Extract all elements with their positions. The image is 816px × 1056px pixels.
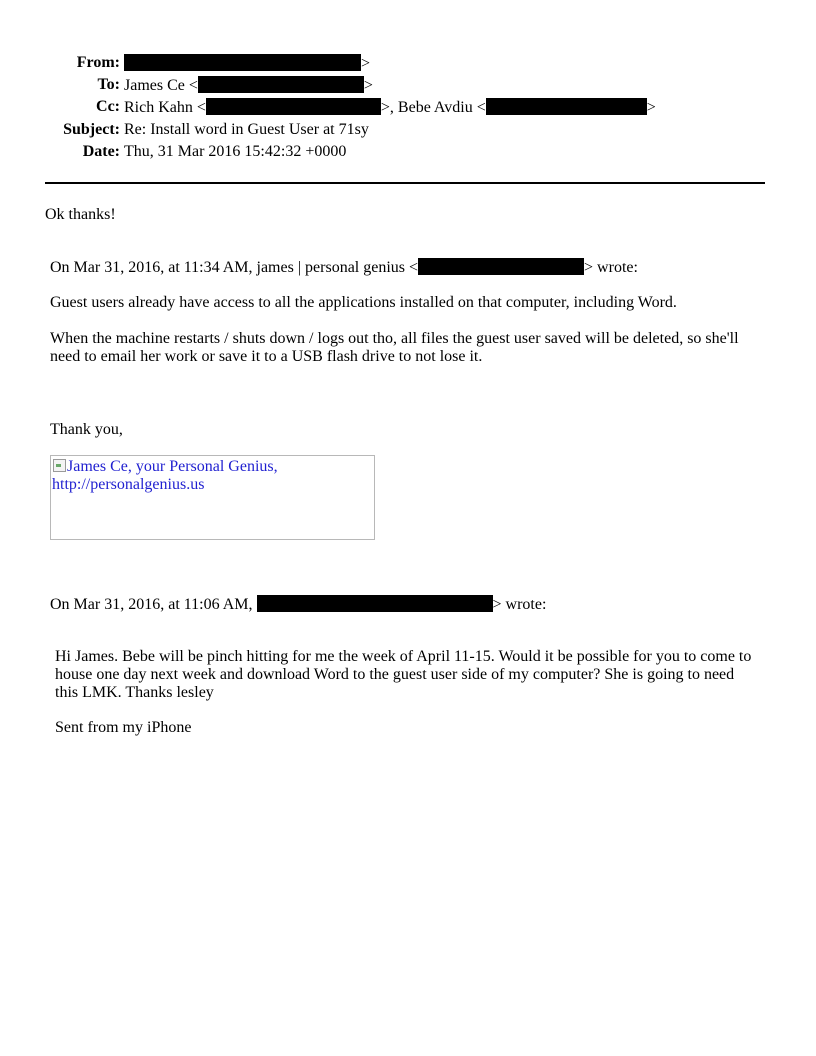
quote2-prefix: On Mar 31, 2016, at 11:06 AM, <box>50 596 253 613</box>
subject-label: Subject: <box>63 121 120 138</box>
redaction-bar <box>257 595 493 612</box>
from-value <box>124 54 370 73</box>
cc-value <box>124 98 656 117</box>
quote1-prefix: On Mar 31, 2016, at 11:34 AM, james | personal genius < <box>50 259 419 276</box>
from-label: From: <box>76 54 120 71</box>
to-value <box>124 76 373 95</box>
date-value: Thu, 31 Mar 2016 15:42:32 +0000 <box>124 143 347 160</box>
cc-suffix: > <box>646 99 656 116</box>
quote1-paragraph-2: When the machine restarts / shuts down / logs out tho, all files the guest user saved will be deleted, so she'll need to email her work or save it to a USB flash drive to not lose it. <box>50 330 739 365</box>
quote2-sent-from: Sent from my iPhone <box>55 719 192 736</box>
redaction-bar <box>198 76 364 93</box>
quote2-paragraph: Hi James. Bebe will be pinch hitting for me the week of April 11-15. Would it be possible for you to come to house one day next week and download Word to the guest user side of my computer? She is going to need this LMK. Thanks lesley <box>55 648 752 701</box>
quote2-attribution <box>50 595 546 614</box>
subject-value: Re: Install word in Guest User at 71sy <box>124 121 369 138</box>
quote1-thanks: Thank you, <box>50 421 123 438</box>
header-divider <box>45 182 765 184</box>
quote2-suffix: > wrote: <box>492 596 547 613</box>
quote1-paragraph-1: Guest users already have access to all the applications installed on that computer, including Word. <box>50 294 677 311</box>
redaction-bar <box>418 258 584 275</box>
signature-link[interactable] <box>52 458 372 494</box>
redaction-bar <box>486 98 647 115</box>
signature-image-placeholder[interactable] <box>50 455 375 540</box>
to-name: James Ce < <box>124 77 198 94</box>
broken-image-icon <box>52 458 67 473</box>
date-label: Date: <box>82 143 120 160</box>
redaction-bar <box>124 54 361 71</box>
reply-text: Ok thanks! <box>45 206 116 223</box>
signature-alt-text: James Ce, your Personal Genius, http://personalgenius.us <box>52 458 278 493</box>
from-suffix: > <box>361 55 371 72</box>
redaction-bar <box>206 98 381 115</box>
to-suffix: > <box>363 77 373 94</box>
quote1-attribution <box>50 258 638 277</box>
quote1-suffix: > wrote: <box>584 259 638 276</box>
cc-name-1: Rich Kahn < <box>124 99 206 116</box>
cc-separator: >, Bebe Avdiu < <box>380 99 486 116</box>
to-label: To: <box>97 76 120 93</box>
cc-label: Cc: <box>96 98 120 115</box>
